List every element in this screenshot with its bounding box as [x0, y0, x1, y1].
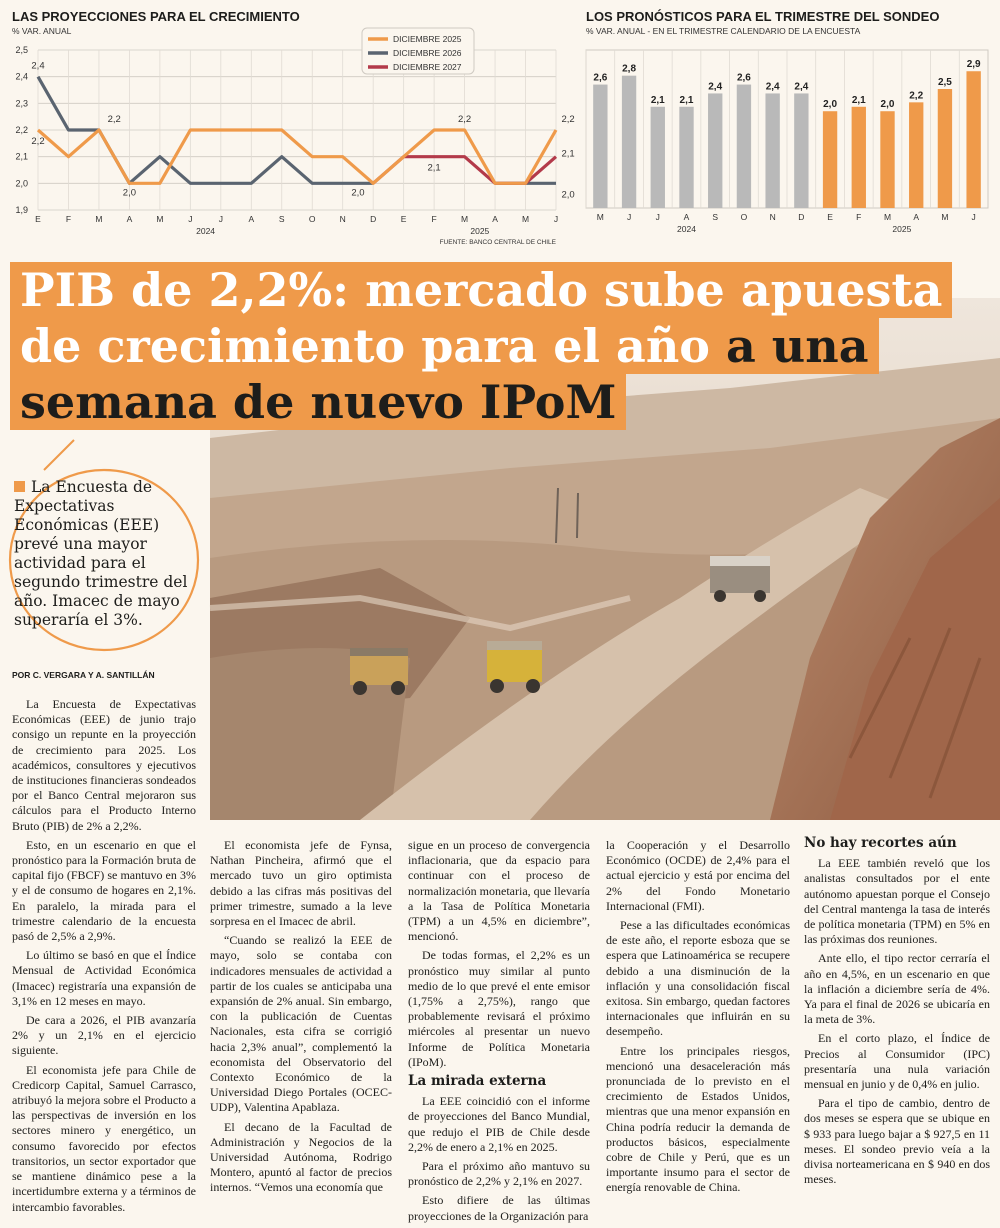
paragraph: Pese a las dificultades económicas de este año, el reporte esboza que se espera que Latinoamérica se recupere debido a una disminución de la inflación y una consolidación fiscal exitosa. Sin embargo, quedan factores internacionales que influirán en su desempeño.: [606, 918, 790, 1039]
byline: POR C. VERGARA Y A. SANTILLÁN: [12, 670, 155, 680]
x-tick-label: E: [827, 212, 833, 222]
article-column-2: [210, 838, 392, 1200]
paragraph: Esto, en un escenario en que el pronóstico para la Formación bruta de capital fijo (FBCF) se mantuvo en 3% y el de consumo de hogares en 2,1%. En paralelo, la mirada para el trimestre calendario de la encuesta pasó de 2,5% a 2,9%.: [12, 837, 196, 944]
right-chart-title: LOS PRONÓSTICOS PARA EL TRIMESTRE DEL SONDEO: [586, 9, 940, 24]
bar: [909, 102, 923, 208]
bar-value-label: 2,5: [937, 77, 952, 89]
y-tick-label: 2,5: [15, 45, 28, 55]
bar: [794, 93, 808, 208]
bar-value-label: 2,4: [765, 81, 780, 93]
bar: [765, 93, 779, 208]
paragraph: De todas formas, el 2,2% es un pronóstico muy similar al punto medio de lo que prevé el ente emisor (1,75% a 2,75%), rango que probablemente revisará el próximo miércoles al presentar un nuevo Informe de Política Monetaria (IPoM).: [408, 948, 590, 1069]
x-tick-label: M: [521, 214, 530, 224]
data-label: 2,4: [31, 60, 45, 72]
data-label: 2,0: [122, 187, 137, 199]
bar: [852, 107, 866, 208]
section-heading-external: La mirada externa: [408, 1073, 547, 1090]
x-tick-label: E: [35, 214, 41, 224]
paragraph: Esto difiere de las últimas proyecciones de la Organización para: [408, 1193, 590, 1223]
chart-source: FUENTE: BANCO CENTRAL DE CHILE: [439, 239, 556, 246]
x-tick-label: S: [712, 212, 719, 222]
section-heading-no-cuts: No hay recortes aún: [804, 835, 957, 851]
y-tick-label: 2,2: [15, 125, 28, 135]
bar-value-label: 2,8: [622, 63, 637, 75]
bullet-square-icon: [14, 481, 25, 492]
article-column-4: [606, 838, 790, 1200]
paragraph: Ante ello, el tipo rector cerraría el año en 4,5%, en un escenario en que la inflación a diciembre sería de 4%. Ya para el final de 2026 se ubicaría en la meta de 3%.: [804, 951, 990, 1027]
x-tick-label: N: [339, 214, 346, 224]
article-column-3: [408, 838, 590, 1228]
paragraph: Para el próximo año mantuvo su pronóstico de 2,2% y 2,1% en 2027.: [408, 1159, 590, 1189]
x-tick-label: M: [941, 212, 949, 222]
bar: [651, 107, 665, 208]
headline-white-part: PIB de 2,2%: mercado sube apuesta de crecimiento para el año: [20, 263, 943, 373]
year-label: 2024: [677, 224, 696, 234]
data-label: 2,2: [561, 114, 575, 125]
data-label: 2,1: [561, 148, 575, 160]
data-label: 2,1: [427, 162, 441, 174]
right-chart-subtitle: % VAR. ANUAL - EN EL TRIMESTRE CALENDARIO DE LA ENCUESTA: [586, 26, 861, 36]
bar-value-label: 2,0: [880, 99, 895, 111]
data-label: 2,0: [351, 187, 365, 199]
left-chart-subtitle: % VAR. ANUAL: [12, 26, 72, 36]
x-tick-label: A: [492, 214, 498, 224]
growth-projections-line-chart: [0, 34, 575, 246]
legend-label: DICIEMBRE 2026: [393, 48, 462, 58]
bar-value-label: 2,4: [794, 81, 809, 93]
y-tick-label: 2,3: [15, 98, 28, 109]
bar: [880, 111, 894, 208]
x-tick-label: J: [188, 214, 193, 224]
data-label: 2,2: [31, 136, 45, 147]
data-label: 2,2: [457, 114, 472, 125]
lede-text: La Encuesta de Expectativas Económicas (EEE) prevé una mayor actividad para el segundo trimestre del año. Imacec de mayo superaría el 3%.: [14, 478, 188, 629]
paragraph: La EEE también reveló que los analistas consultados por el ente autónomo apuestan porque el Consejo del Central mantenga la tasa de interés de política monetaria (TPM) en 5% en las próximas dos reuniones.: [804, 856, 990, 947]
bar: [679, 107, 693, 208]
x-tick-label: M: [461, 214, 469, 224]
bar: [737, 85, 751, 208]
quarter-forecast-bar-chart: [576, 36, 1000, 242]
paragraph: “Cuando se realizó la EEE de mayo, solo se contaba con indicadores mensuales de actividad a partir de los cuales se anticipaba una expansión de 2% anual. Sin embargo, con la publicación de Cuentas Nacionales, esta cifra se corrigió hacia 2,3% anual”, complementó la economista del Observatorio del Contexto Económico de la Universidad Diego Portales (OCEC-UDP), Valentina Apablaza.: [210, 933, 392, 1115]
bar-value-label: 2,6: [736, 72, 751, 84]
bar-value-label: 2,1: [650, 94, 665, 106]
paragraph: sigue en un proceso de convergencia inflacionaria, que da espacio para continuar con el proceso de normalización monetaria, que llevaría a la Tasa de Política Monetaria (TPM) a un 4,5% en diciembre”, mencionó.: [408, 838, 590, 944]
bar-value-label: 2,1: [679, 94, 694, 106]
paragraph: El decano de la Facultad de Administración y Negocios de la Universidad Autónoma, Rodrigo Montero, apuntó al factor de precios internos. “Vemos una economía que: [210, 1119, 392, 1195]
x-tick-label: O: [308, 214, 316, 224]
x-tick-label: J: [626, 212, 632, 222]
x-tick-label: D: [370, 214, 377, 224]
x-tick-label: A: [683, 212, 690, 222]
legend-label: DICIEMBRE 2025: [393, 34, 462, 44]
x-tick-label: A: [913, 212, 920, 222]
x-tick-label: N: [769, 212, 776, 222]
bar-value-label: 2,2: [909, 90, 924, 102]
data-label: 2,2: [107, 114, 121, 125]
paragraph: El economista jefe para Chile de Credicorp Capital, Samuel Carrasco, atribuyó la mejora sobre el Producto a las perspectivas de inversión en los sectores minero y energético, un consumo favorecido por efectos transitorios, un sector exportador que se mantiene dinámico pese a la incertidumbre externa y a términos de intercambio favorables.: [12, 1062, 196, 1214]
x-tick-label: D: [798, 212, 805, 222]
bar-value-label: 2,6: [593, 72, 608, 84]
bar: [938, 89, 952, 208]
paragraph: la Cooperación y el Desarrollo Económico (OCDE) de 2,4% para el actual ejercicio y está por encima del 2% del Fondo Monetario Internacional (FMI).: [606, 838, 790, 913]
y-tick-label: 2,0: [15, 178, 28, 189]
x-tick-label: A: [126, 214, 133, 224]
bar: [593, 85, 607, 208]
chart-legend: [362, 28, 474, 74]
paragraph: El economista jefe de Fynsa, Nathan Pincheira, afirmó que el mercado tuvo un giro optimista debido a las cifras más positivas del primer trimestre, sumado a la leve sorpresa en el Imacec de abril.: [210, 838, 392, 929]
x-tick-label: J: [971, 212, 976, 222]
article-column-1: [12, 697, 196, 1219]
paragraph: La Encuesta de Expectativas Económicas (EEE) de junio trajo consigo un repunte en la proyección de crecimiento para 2025. Los académicos, consultores y ejecutivos de instituciones financieras sondeados por el Banco Central mejoraron sus cálculos para el Producto Interno Bruto (PIB) de 2% a 2,2%.: [12, 697, 196, 833]
year-label: 2025: [470, 226, 490, 236]
x-tick-label: M: [156, 214, 164, 224]
headline-black-part: a una semana de nuevo IPoM: [20, 319, 869, 429]
left-chart-title: LAS PROYECCIONES PARA EL CRECIMIENTO: [12, 9, 300, 24]
y-tick-label: 2,4: [15, 71, 28, 82]
data-label: 2,0: [561, 189, 575, 201]
bar-value-label: 2,1: [851, 94, 866, 106]
bar: [622, 76, 636, 208]
x-tick-label: M: [95, 214, 103, 224]
x-tick-label: F: [431, 214, 437, 224]
bar: [708, 93, 722, 208]
x-tick-label: M: [596, 212, 604, 222]
bar-value-label: 2,4: [708, 81, 723, 93]
lede: [14, 478, 204, 630]
paragraph: Lo último se basó en que el Índice Mensual de Actividad Económica (Imacec) registraría una expansión de 3,1% en 12 meses en mayo.: [12, 948, 196, 1008]
bar-value-label: 2,0: [823, 99, 838, 111]
paragraph: En el corto plazo, el Índice de Precios al Consumidor (IPC) presentaría una nula variación mensual en junio y de 0,4% en julio.: [804, 1031, 990, 1092]
bar: [823, 111, 837, 208]
x-tick-label: J: [553, 214, 559, 224]
paragraph: Entre los principales riesgos, mencionó una desaceleración más pronunciada de lo previsto en el crecimiento de Estados Unidos, mientras que una menor expansión en China podría reducir la demanda de productos básicos, especialmente cobre de Chile y Perú, que es un importante insumo para el sector de energía renovable de China.: [606, 1043, 790, 1195]
x-tick-label: F: [856, 212, 862, 222]
article-column-5: [804, 834, 990, 1191]
x-tick-label: J: [218, 214, 223, 224]
x-tick-label: E: [400, 214, 407, 224]
paragraph: La EEE coincidió con el informe de proyecciones del Banco Mundial, que redujo el PIB de Chile desde 2,2% de enero a 2,1% en 2025.: [408, 1094, 590, 1154]
paragraph: Para el tipo de cambio, dentro de dos meses se espera que se ubique en $ 933 para luego bajar a $ 927,5 en 11 meses. El sondeo previo veía a la divisa norteamericana en $ 940 en dos meses.: [804, 1096, 990, 1187]
y-tick-label: 1,9: [15, 205, 28, 215]
x-tick-label: M: [883, 212, 892, 222]
legend-label: DICIEMBRE 2027: [393, 62, 462, 72]
x-tick-label: J: [655, 212, 660, 222]
x-tick-label: O: [740, 212, 748, 222]
bar-value-label: 2,9: [966, 59, 981, 71]
y-tick-label: 2,1: [15, 151, 28, 162]
x-tick-label: F: [65, 214, 72, 224]
paragraph: De cara a 2026, el PIB avanzaría 2% y un 2,1% en el ejercicio siguiente.: [12, 1013, 196, 1058]
year-label: 2024: [196, 226, 216, 236]
year-label: 2025: [892, 224, 912, 234]
bar: [966, 71, 980, 208]
x-tick-label: A: [248, 214, 255, 224]
headline: [10, 262, 1000, 430]
x-tick-label: S: [278, 214, 285, 224]
